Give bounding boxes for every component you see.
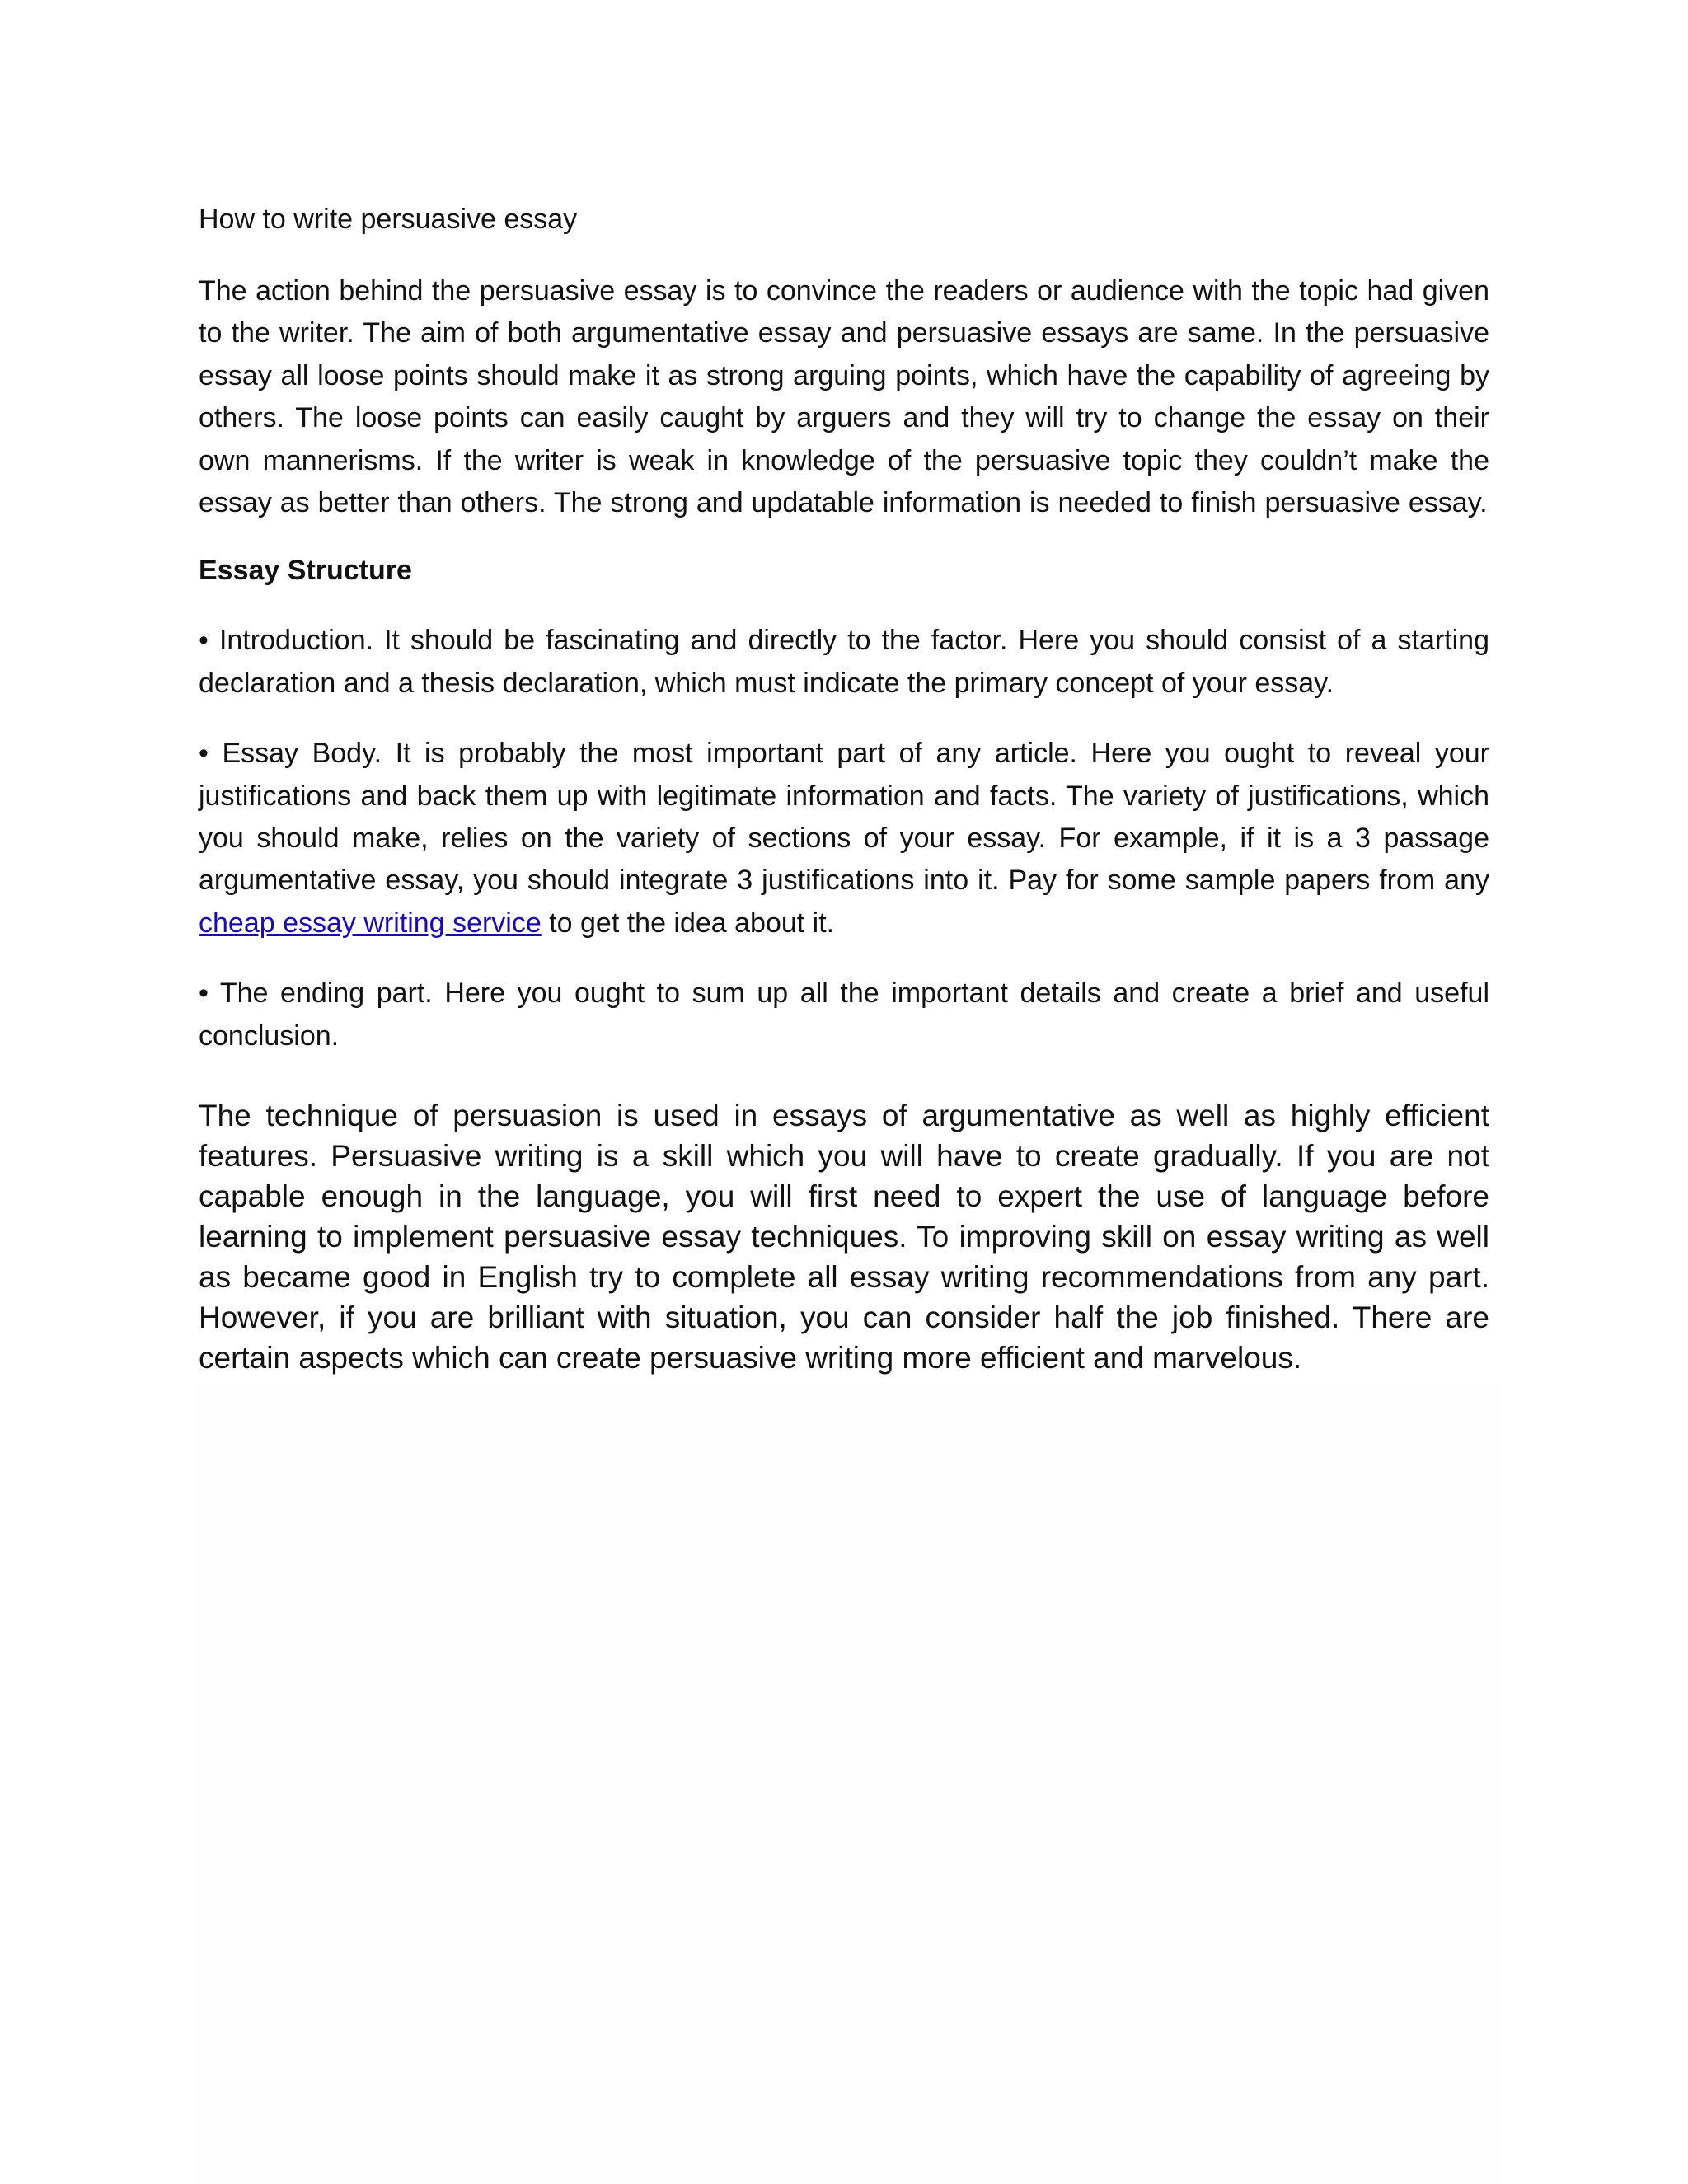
bullet-introduction: • Introduction. It should be fascinating and directly to the factor. Here you should consist of a starting declaration and a thesis declaration, which must indicate the primary concept of your essay. — [199, 625, 1489, 699]
bullet-ending-part: • The ending part. Here you ought to sum up all the important details and create a brief and useful conclusion. — [199, 977, 1489, 1052]
intro-paragraph: The action behind the persuasive essay is to convince the readers or audience with the topic had given to the writer. The aim of both argumentative essay and persuasive essays are same. In the persuasive essay all loose points should make it as strong arguing points, which have the capability of agreeing by others. The loose points can easily caught by arguers and they will try to change the essay on their own mannerisms. If the writer is weak in knowledge of the persuasive topic they couldn’t make the essay as better than others. The strong and updatable information is needed to finish persuasive essay. — [199, 275, 1489, 519]
document-title: How to write persuasive essay — [199, 204, 578, 235]
cheap-essay-writing-service-link[interactable]: cheap essay writing service — [199, 907, 542, 939]
bullet-essay-body-tail: to get the idea about it. — [541, 907, 835, 939]
closing-paragraph: The technique of persuasion is used in essays of argumentative as well as highly efficient features. Persuasive writing is a skill which you will have to create gradually. If you are not capable enough in the language, you will first need to expert the use of language before learning to implement persuasive essay techniques. To improving skill on essay writing as well as became good in English try to complete all essay writing recommendations from any part. However, if you are brilliant with situation, you can consider half the job finished. There are certain aspects which can create persuasive writing more efficient and marvelous. — [199, 1099, 1489, 1376]
bullet-essay-body-text: • Essay Body. It is probably the most important part of any article. Here you ought to reveal your justifications and back them up with legitimate information and facts. The variety of justifications, which you should make, relies on the variety of sections of your essay. For example, if it is a 3 passage argumentative essay, you should integrate 3 justifications into it. Pay for some sample papers from any — [199, 738, 1489, 897]
background-panel — [198, 1385, 1500, 2184]
essay-structure-heading: Essay Structure — [199, 555, 412, 587]
document-body — [199, 201, 1489, 1378]
bullet-essay-body — [199, 733, 1489, 944]
